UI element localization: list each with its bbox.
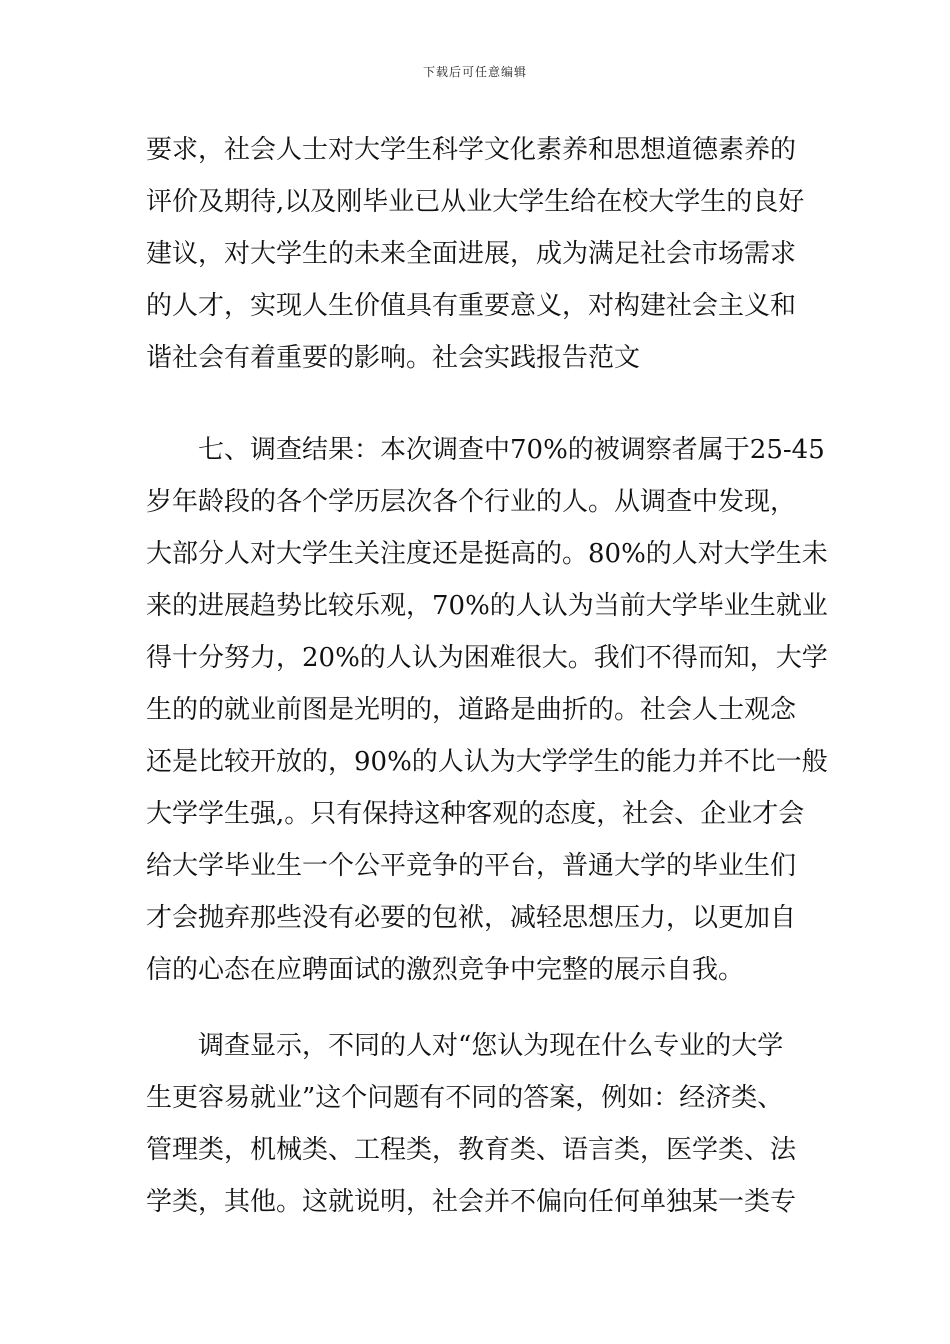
page-header: 下载后可任意编辑: [422, 65, 527, 79]
text-line: 大部分人对大学生关注度还是挺高的。80%的人对大学生未: [146, 539, 828, 569]
text-line: 信的心态在应聘面试的激烈竞争中完整的展示自我。: [146, 955, 745, 985]
text-line: 谐社会有着重要的影响。社会实践报告范文: [146, 343, 641, 373]
text-line: 的人才，实现人生价值具有重要意义，对构建社会主义和: [146, 291, 797, 321]
text-line: 学类，其他。这就说明，社会并不偏向任何单独某一类专: [146, 1187, 797, 1217]
text-line: 要求，社会人士对大学生科学文化素养和思想道德素养的: [146, 135, 797, 165]
paragraph-3: [146, 1020, 806, 1228]
text-line: 岁年龄段的各个学历层次各个行业的人。从调查中发现，: [146, 487, 797, 517]
text-line: 来的进展趋势比较乐观，70%的人认为当前大学毕业生就业: [146, 591, 828, 621]
text-line: 还是比较开放的，90%的人认为大学学生的能力并不比一般: [146, 747, 828, 777]
text-line: 七、调查结果：本次调查中70%的被调察者属于25-45: [146, 435, 825, 465]
text-line: 生的的就业前图是光明的，道路是曲折的。社会人士观念: [146, 695, 797, 725]
text-line: 管理类，机械类、工程类，教育类、语言类，医学类、法: [146, 1135, 797, 1165]
paragraph-1: [146, 124, 806, 384]
text-line: 调查显示，不同的人对“您认为现在什么专业的大学: [146, 1031, 784, 1061]
text-line: 得十分努力，20%的人认为困难很大。我们不得而知，大学: [146, 643, 828, 673]
text-line: 建议，对大学生的未来全面进展，成为满足社会市场需求: [146, 239, 797, 269]
text-line: 给大学毕业生一个公平竞争的平台，普通大学的毕业生们: [146, 851, 797, 881]
text-line: 生更容易就业”这个问题有不同的答案，例如：经济类、: [146, 1083, 784, 1113]
text-line: 评价及期待,以及刚毕业已从业大学生给在校大学生的良好: [146, 187, 805, 217]
paragraph-2: [146, 424, 828, 996]
text-line: 才会抛弃那些没有必要的包袱，减轻思想压力，以更加自: [146, 903, 797, 933]
text-line: 大学学生强,。只有保持这种客观的态度，社会、企业才会: [146, 799, 805, 829]
